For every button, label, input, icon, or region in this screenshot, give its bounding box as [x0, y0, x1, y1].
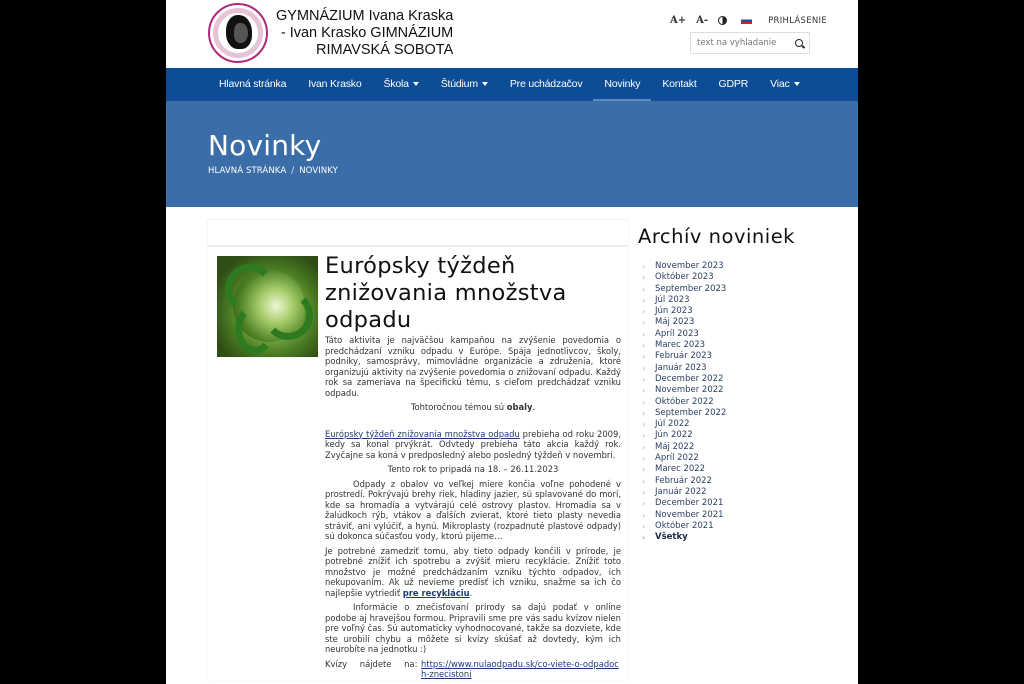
breadcrumb-separator: / [291, 166, 295, 176]
archive-item-label: Jún 2023 [655, 306, 693, 317]
archive-item-label: Máj 2022 [655, 441, 695, 452]
page-title: Novinky [208, 129, 322, 162]
chevron-right-icon: › [642, 533, 646, 543]
school-name-line-1: GYMNÁZIUM Ivana Kraska [276, 8, 454, 24]
archive-item-label: Júl 2022 [655, 419, 690, 430]
article-body [325, 335, 621, 680]
quiz-line [325, 659, 621, 680]
nav-label: Viac [770, 78, 790, 90]
chevron-right-icon: › [642, 454, 646, 464]
chevron-right-icon: › [642, 510, 646, 520]
paragraph-text: prebieha od roku 2009, kedy sa konal prvýkrát. Odvtedy prebieha táto akcia každý rok. Zvyčajne sa koná v predposledný alebo posledný týždeň v novembri. [325, 428, 621, 460]
font-decrease-button[interactable]: A- [696, 15, 709, 26]
chevron-right-icon: › [642, 487, 646, 497]
contrast-icon[interactable] [718, 16, 727, 25]
archive-item[interactable] [642, 340, 848, 351]
nav-label: Ivan Krasko [308, 78, 362, 90]
school-name-line-2: - Ivan Krasko GIMNÁZIUM [280, 25, 454, 41]
archive-item-label: Október 2022 [655, 396, 714, 407]
nav-label: Škola [383, 78, 409, 90]
nav-label: Hlavná stránka [219, 78, 287, 90]
archive-item-label: Október 2021 [655, 520, 714, 531]
archive-item-label: Apríl 2022 [655, 453, 699, 464]
archive-item-label: Júl 2023 [655, 294, 690, 305]
theme-suffix: . [532, 402, 536, 412]
chevron-right-icon: › [642, 397, 646, 407]
nav-label: Kontakt [662, 78, 697, 90]
archive-item-label: Január 2023 [655, 362, 707, 373]
archive-item-label: December 2021 [655, 498, 724, 509]
slovak-flag-icon[interactable] [741, 17, 752, 24]
chevron-right-icon: › [642, 420, 646, 430]
quiz-link[interactable]: https://www.nulaodpadu.sk/co-viete-o-odpadoch-znecistoni [421, 658, 619, 679]
chevron-right-icon: › [642, 374, 646, 384]
quiz-label: Kvízy nájdete na: [325, 658, 418, 669]
article-card [208, 247, 628, 680]
archive-item[interactable] [642, 464, 848, 475]
login-link[interactable]: PRIHLÁSENIE [768, 15, 828, 26]
archive-item-label: September 2022 [655, 407, 727, 418]
page-frame [166, 0, 858, 684]
article-paragraph [325, 429, 621, 461]
archive-item-label: Január 2022 [655, 486, 707, 497]
breadcrumb [208, 166, 338, 176]
archive-list [638, 261, 848, 543]
archive-item[interactable] [642, 442, 848, 453]
chevron-right-icon: › [642, 499, 646, 509]
archive-item-label: November 2021 [655, 509, 724, 520]
archive-item[interactable] [642, 419, 848, 430]
main-column [208, 219, 628, 684]
theme-bold: obaly [506, 402, 533, 412]
chevron-right-icon: › [642, 363, 646, 373]
archive-item[interactable] [642, 306, 848, 317]
chevron-right-icon: › [642, 521, 646, 531]
archive-item[interactable] [642, 295, 848, 306]
article-paragraph [325, 546, 621, 599]
archive-item-label: Marec 2023 [655, 340, 706, 351]
archive-item-label: November 2023 [655, 261, 724, 271]
search-input[interactable] [697, 38, 792, 48]
article-paragraph: Odpady z obalov vo veľkej miere končia voľne pohodené v prostredí. Pokrývajú brehy riek, hladiny jazier, sú splavované do morí, kde sa hromadia a vytvárajú celé ostrovy plastov. Hromadia sa v žalúdkoch rýb, vtákov a ďalších zvierat, ktoré tieto plasty nevedia stráviť, ani vylúčiť, a hynú. Mikroplasty (rozpadnuté plastové odpady) sú dokonca súčasťou vody, ktorú pijeme… [325, 478, 621, 541]
article-paragraph: Informácie o znečisťovaní prírody sa dajú podať v online podobe aj hravejšou formou. Pripravili sme pre vás sadu kvízov nielen pre voľný čas. Sú automaticky vyhodnocované, takže sa dozviete, kde ste urobili chybu a môžete si kvízy skúšať až dovtedy, kým ich neurobíte na jednotku :) [325, 602, 621, 654]
school-name[interactable] [276, 8, 453, 59]
news-archive-sidebar [638, 225, 848, 684]
chevron-right-icon: › [642, 476, 646, 486]
archive-item-label: Február 2022 [655, 475, 712, 486]
spacer [325, 417, 621, 429]
chevron-right-icon: › [642, 307, 646, 317]
archive-item-all[interactable] [642, 532, 848, 543]
content-area [166, 207, 858, 684]
chevron-right-icon: › [642, 465, 646, 475]
article-theme [325, 402, 621, 413]
search-box [690, 32, 810, 54]
chevron-right-icon: › [642, 386, 646, 396]
nav-item-pre-uchadzacov[interactable] [499, 68, 594, 101]
archive-item-label: Máj 2023 [655, 317, 695, 328]
paragraph-text: Je potrebné zamedziť tomu, aby tieto odpady končili v prírode, je potrebné znížiť ich spotrebu a zvýšiť mieru recyklácie. Znížiť toto množstvo je možné predchádzaním vzniku týchto odpadov, ich nekupovaním. Ak už nevieme predísť ich vzniku, snažme sa ich čo najlepšie vytriediť [325, 545, 621, 598]
nav-label: Štúdium [440, 78, 478, 90]
school-name-line-3: RIMAVSKÁ SOBOTA [316, 42, 454, 58]
nav-label: Novinky [604, 78, 641, 90]
chevron-right-icon: › [642, 295, 646, 305]
nav-item-ivan-krasko[interactable] [297, 68, 372, 101]
archive-item-label: November 2022 [655, 385, 724, 396]
archive-item-label: December 2022 [655, 373, 724, 384]
archive-item[interactable] [642, 453, 848, 464]
archive-item[interactable] [642, 329, 848, 340]
archive-item-label: Marec 2022 [655, 464, 706, 475]
nav-item-novinky[interactable] [593, 68, 651, 101]
chevron-right-icon: › [642, 262, 646, 271]
nav-label: Pre uchádzačov [509, 78, 583, 90]
caret-down-icon [413, 82, 419, 86]
breadcrumb-current: NOVINKY [299, 166, 338, 176]
chevron-right-icon: › [642, 442, 646, 452]
archive-item-label: September 2023 [655, 283, 727, 294]
chevron-right-icon: › [642, 431, 646, 441]
nav-item-viac[interactable] [759, 68, 810, 101]
archive-item[interactable] [642, 374, 848, 385]
archive-item-label: Apríl 2023 [655, 328, 699, 339]
caret-down-icon [794, 82, 800, 86]
archive-item[interactable] [642, 476, 848, 487]
article-paragraph: Táto aktivita je najväčšou kampaňou na zvýšenie povedomia o predchádzaní vzniku odpadu v Európe. Spája jednotlivcov, školy, podniky, samosprávy, mimovládne organizácie a združenia, ktoré organizujú aktivity na zvýšenie povedomia o znižovaní odpadu. Každý rok sa zameriava na špecifickú tému, s cieľom predchádzať vzniku odpadu. [325, 335, 621, 398]
archive-all-label: Všetky [655, 532, 688, 543]
nav-item-skola[interactable] [372, 68, 429, 101]
chevron-right-icon: › [642, 273, 646, 283]
archive-item-label: Február 2023 [655, 351, 712, 362]
chevron-right-icon: › [642, 352, 646, 362]
archive-item[interactable] [642, 397, 848, 408]
archive-title: Archív noviniek [638, 225, 795, 248]
archive-item-label: Jún 2022 [655, 430, 693, 441]
school-logo[interactable] [208, 3, 268, 63]
nav-item-hlavna-stranka[interactable] [208, 68, 297, 101]
chevron-right-icon: › [642, 318, 646, 328]
archive-item[interactable] [642, 510, 848, 521]
breadcrumb-home-link[interactable]: HLAVNÁ STRÁNKA [208, 166, 287, 176]
nav-item-studium[interactable] [430, 68, 499, 101]
accessibility-toolbar [670, 15, 827, 26]
archive-item[interactable] [642, 385, 848, 396]
ewwr-link[interactable]: Európsky týždeň znižovania množstva odpadu [325, 428, 520, 439]
chevron-right-icon: › [642, 341, 646, 351]
font-increase-button[interactable]: A+ [670, 15, 687, 26]
search-icon[interactable] [795, 39, 803, 47]
chevron-right-icon: › [642, 329, 646, 339]
archive-item[interactable] [642, 487, 848, 498]
archive-item[interactable] [642, 272, 848, 283]
archive-item[interactable] [642, 317, 848, 328]
site-header [166, 0, 858, 68]
caret-down-icon [482, 82, 488, 86]
paragraph-end: . [469, 587, 473, 598]
archive-item[interactable] [642, 363, 848, 374]
article-title[interactable]: Európsky týždeň znižovania množstva odpadu [325, 253, 567, 333]
archive-item-label: Október 2023 [655, 272, 714, 283]
nav-item-kontakt[interactable] [651, 68, 707, 101]
archive-item[interactable] [642, 430, 848, 441]
article-dates: Tento rok to pripadá na 18. – 26.11.2023 [387, 464, 559, 474]
page-banner [166, 101, 858, 207]
theme-prefix: Tohtoročnou témou sú [410, 402, 507, 412]
main-nav [166, 68, 858, 101]
logo-face [234, 23, 248, 43]
archive-item[interactable] [642, 521, 848, 532]
archive-item[interactable] [642, 498, 848, 509]
recycling-globe-image[interactable] [217, 256, 318, 357]
recycling-link[interactable] [403, 588, 470, 598]
archive-item[interactable] [642, 284, 848, 295]
archive-item[interactable] [642, 351, 848, 362]
nav-label: GDPR [718, 78, 749, 90]
archive-item[interactable] [642, 261, 848, 272]
nav-item-gdpr[interactable] [708, 68, 760, 101]
archive-item[interactable] [642, 408, 848, 419]
recycle-arrow-icon [235, 304, 275, 354]
chevron-right-icon: › [642, 408, 646, 418]
chevron-right-icon: › [642, 284, 646, 294]
empty-panel [208, 219, 628, 245]
recycling-link-text: pre recykláciu [402, 587, 470, 598]
